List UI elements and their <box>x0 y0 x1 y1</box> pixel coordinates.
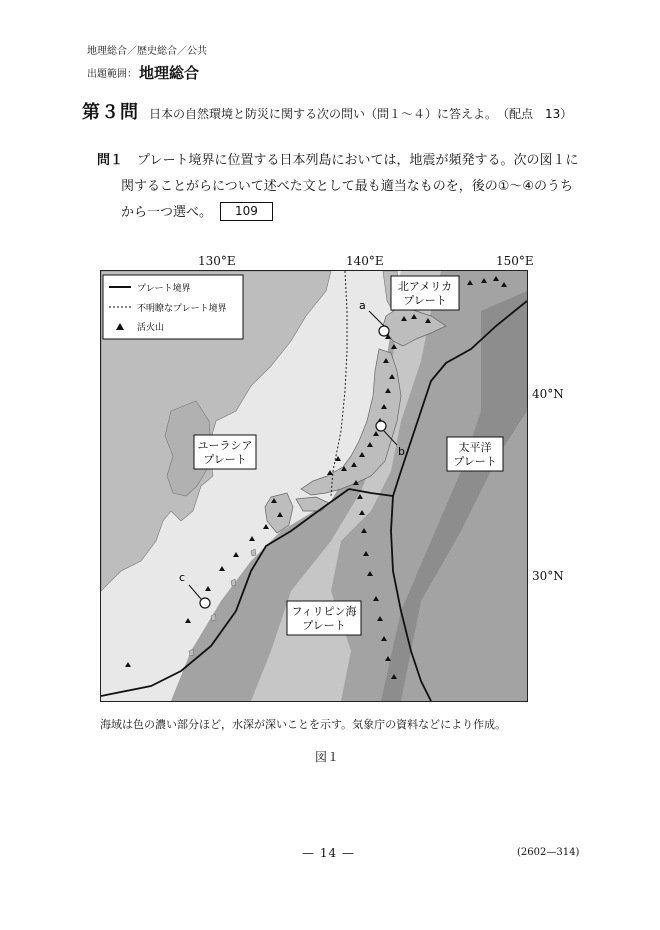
figure-caption: 海域は色の濃い部分ほど，水深が深いことを示す。気象庁の資料などにより作成。 <box>100 718 507 731</box>
subject-list: 地理総合／歴史総合／公共 <box>87 46 207 57</box>
exam-range <box>87 62 199 83</box>
lon-label-150: 150°E <box>496 254 534 268</box>
svg-text:北アメリカ: 北アメリカ <box>397 280 453 293</box>
lon-label-130: 130°E <box>198 254 236 268</box>
question-1-line-1: 問１ プレート境界に位置する日本列島においては，地震が頻発する。次の図１に <box>97 153 579 168</box>
point-c-label: c <box>179 571 186 584</box>
svg-text:ユーラシア: ユーラシア <box>197 439 253 452</box>
plate-label-philippine <box>287 601 361 635</box>
question-header <box>82 98 572 124</box>
svg-text:フィリピン海: フィリピン海 <box>291 605 357 618</box>
lat-label-40: 40°N <box>532 387 564 401</box>
svg-text:プレート: プレート <box>203 453 247 466</box>
plate-map <box>100 270 528 702</box>
plate-map-svg <box>101 271 527 701</box>
point-a-marker <box>379 326 389 336</box>
question-number: 第３問 <box>82 102 139 123</box>
answer-number-box[interactable]: 109 <box>220 202 273 221</box>
question-1-text <box>97 148 589 226</box>
lon-label-140: 140°E <box>346 254 384 268</box>
svg-text:太平洋: 太平洋 <box>458 441 492 454</box>
question-1-label: 問１ <box>97 153 124 168</box>
lat-label-30: 30°N <box>532 569 564 583</box>
svg-text:プレート: プレート <box>403 294 447 307</box>
exam-code: (2602—314) <box>517 847 580 858</box>
legend-volcano: 活火山 <box>137 323 165 333</box>
point-c-marker <box>200 598 210 608</box>
svg-text:プレート: プレート <box>302 619 346 632</box>
page-number: — 14 — <box>302 846 355 860</box>
plate-label-pacific <box>447 437 503 471</box>
range-value: 地理総合 <box>139 64 200 82</box>
figure-title: 図１ <box>315 750 340 764</box>
legend-plate-boundary: プレート境界 <box>137 284 191 294</box>
point-a-label: a <box>359 299 366 312</box>
range-label: 出題範囲： <box>87 69 137 80</box>
legend-unclear-boundary: 不明瞭なプレート境界 <box>137 304 227 314</box>
plate-label-north-america <box>391 276 459 310</box>
map-legend <box>103 275 243 339</box>
svg-text:プレート: プレート <box>453 455 497 468</box>
question-1-line-3: から一つ選べ。 109 <box>97 200 589 226</box>
question-points: （配点 13） <box>503 107 573 121</box>
point-b-marker <box>376 421 386 431</box>
question-1-line-2: 関することがらについて述べた文として最も適当なものを，後の①～④のうち <box>121 179 574 194</box>
question-lead: 日本の自然環境と防災に関する次の問い（問１～４）に答えよ。 <box>149 107 498 121</box>
point-b-label: b <box>398 445 405 458</box>
plate-label-eurasia <box>194 435 256 469</box>
